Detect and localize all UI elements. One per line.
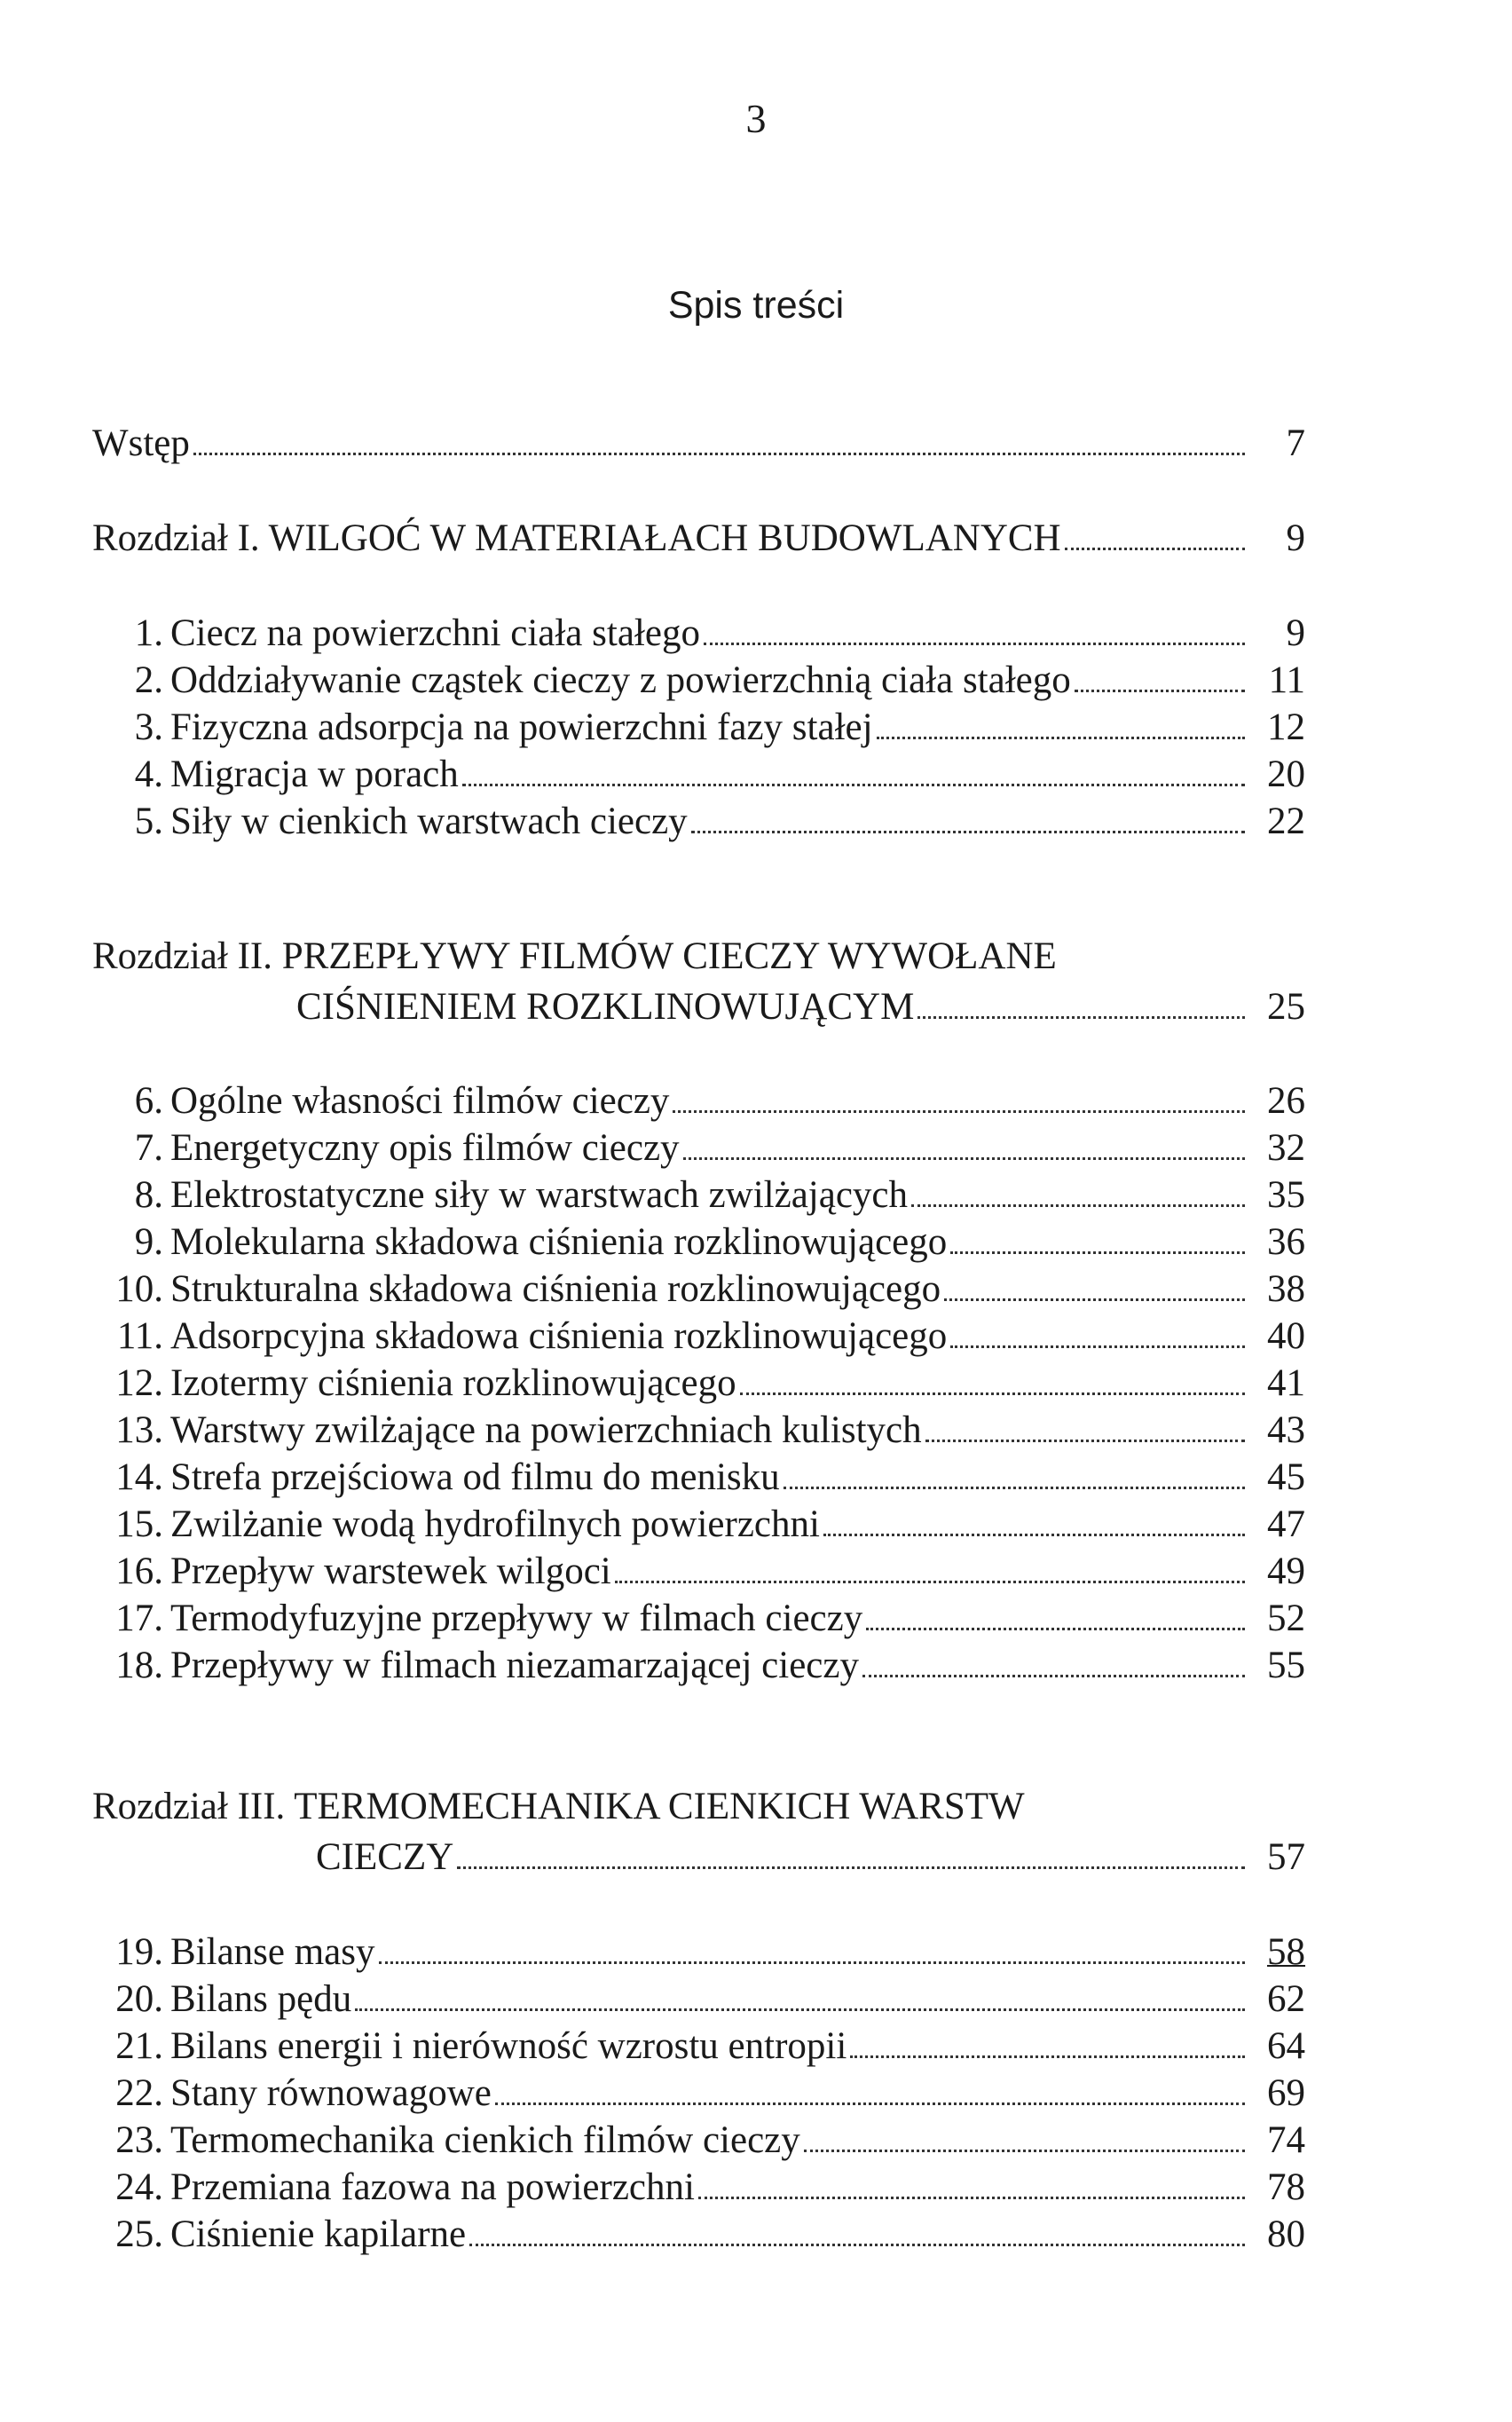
item-title: Stany równowagowe [170, 2072, 492, 2114]
chapter-page: 25 [1267, 986, 1305, 1028]
dot-leader [457, 1866, 1245, 1869]
item-page: 58 [1267, 1931, 1305, 1973]
dot-leader [1075, 690, 1245, 692]
item-title: Adsorpcyjna składowa ciśnienia rozklinowującego [170, 1315, 948, 1357]
dot-leader [469, 2244, 1245, 2246]
item-page: 74 [1267, 2119, 1305, 2161]
toc-item[interactable] [92, 2022, 1305, 2071]
toc-entry-page: 7 [1286, 422, 1305, 464]
toc-item[interactable] [92, 1928, 1305, 1977]
item-page: 40 [1267, 1315, 1305, 1357]
dot-leader [804, 2150, 1245, 2152]
dot-leader [784, 1487, 1245, 1489]
item-title: Przepływ warstewek wilgoci [170, 1550, 611, 1592]
dot-leader [950, 1251, 1245, 1254]
item-page: 22 [1267, 801, 1305, 842]
toc-item[interactable] [92, 2163, 1305, 2213]
item-page: 36 [1267, 1221, 1305, 1263]
item-title: Fizyczna adsorpcja na powierzchni fazy stałej [170, 706, 873, 748]
toc-item[interactable] [92, 1975, 1305, 2024]
item-page: 20 [1267, 753, 1305, 795]
item-number: 11. [116, 1315, 163, 1357]
toc-item[interactable] [92, 1077, 1305, 1126]
item-page: 32 [1267, 1127, 1305, 1169]
item-number: 13. [115, 1409, 163, 1451]
chapter-heading-1[interactable] [92, 514, 1305, 564]
dot-leader [950, 1345, 1245, 1348]
toc-item[interactable] [92, 2210, 1305, 2260]
dot-leader [495, 2102, 1245, 2105]
item-page: 43 [1267, 1409, 1305, 1451]
item-number: 12. [115, 1362, 163, 1404]
dot-leader [193, 453, 1245, 455]
toc-item[interactable] [92, 2116, 1305, 2166]
item-page: 49 [1267, 1550, 1305, 1592]
item-page: 80 [1267, 2213, 1305, 2255]
item-title: Molekularna składowa ciśnienia rozklinowującego [170, 1221, 948, 1263]
item-number: 22. [115, 2072, 163, 2114]
toc-item[interactable] [92, 797, 1305, 847]
dot-leader [877, 737, 1245, 739]
toc-entry-intro[interactable] [92, 419, 1305, 469]
dot-leader [683, 1157, 1245, 1160]
toc-item[interactable] [92, 1312, 1305, 1361]
item-page: 35 [1267, 1174, 1305, 1216]
item-page: 26 [1267, 1080, 1305, 1122]
item-title: Ciecz na powierzchni ciała stałego [170, 612, 700, 654]
item-number: 8. [134, 1174, 163, 1216]
item-title: Bilans energii i nierówność wzrostu entropii [170, 2025, 847, 2067]
item-number: 21. [115, 2025, 163, 2067]
item-number: 18. [115, 1645, 163, 1686]
toc-title: Spis treści [667, 284, 845, 327]
item-title: Ciśnienie kapilarne [170, 2213, 467, 2255]
item-number: 7. [134, 1127, 163, 1169]
item-page: 69 [1267, 2072, 1305, 2114]
item-title: Przepływy w filmach niezamarzającej cieczy [170, 1645, 859, 1686]
item-number: 23. [115, 2119, 163, 2161]
item-title: Energetyczny opis filmów cieczy [170, 1127, 680, 1169]
item-page: 52 [1267, 1598, 1305, 1639]
chapter-title-cont: CIŚNIENIEM ROZKLINOWUJĄCYM [296, 986, 915, 1028]
item-title: Ogólne własności filmów cieczy [170, 1080, 670, 1122]
item-title: Bilans pędu [170, 1978, 352, 2020]
toc-item[interactable] [92, 1124, 1305, 1173]
item-number: 19. [115, 1931, 163, 1973]
chapter-page: 9 [1286, 517, 1305, 559]
item-page: 38 [1267, 1268, 1305, 1310]
dot-leader [691, 831, 1245, 833]
chapter-title-cont: CIECZY [316, 1836, 454, 1878]
item-number: 5. [134, 801, 163, 842]
toc-item[interactable] [92, 1500, 1305, 1550]
dot-leader [925, 1440, 1245, 1442]
dot-leader [355, 2008, 1245, 2011]
item-title: Przemiana fazowa na powierzchni [170, 2166, 695, 2208]
toc-item[interactable] [92, 656, 1305, 706]
dot-leader [379, 1961, 1246, 1964]
item-number: 25. [115, 2213, 163, 2255]
chapter-heading-2-cont[interactable] [92, 982, 1305, 1032]
item-page: 47 [1267, 1503, 1305, 1545]
item-title: Migracja w porach [170, 753, 459, 795]
item-number: 10. [115, 1268, 163, 1310]
item-title: Warstwy zwilżające na powierzchniach kulistych [170, 1409, 922, 1451]
toc-item[interactable] [92, 1594, 1305, 1644]
item-title: Termomechanika cienkich filmów cieczy [170, 2119, 800, 2161]
dot-leader [917, 1016, 1245, 1019]
item-number: 20. [115, 1978, 163, 2020]
chapter-title: Rozdział III. TERMOMECHANIKA CIENKICH WARSTW [92, 1786, 1025, 1827]
item-page: 55 [1267, 1645, 1305, 1686]
toc-item[interactable] [92, 1453, 1305, 1503]
item-number: 1. [134, 612, 163, 654]
item-page: 11 [1268, 659, 1305, 701]
item-title: Termodyfuzyjne przepływy w filmach cieczy [170, 1598, 863, 1639]
dot-leader [698, 2197, 1245, 2199]
toc-item[interactable] [92, 703, 1305, 753]
item-number: 3. [134, 706, 163, 748]
item-page: 12 [1267, 706, 1305, 748]
toc-item[interactable] [92, 1265, 1305, 1314]
item-title: Siły w cienkich warstwach cieczy [170, 801, 688, 842]
toc-entry-title: Wstęp [92, 422, 190, 464]
item-number: 9. [134, 1221, 163, 1263]
toc-item[interactable] [92, 1218, 1305, 1267]
dot-leader [704, 643, 1245, 645]
dot-leader [862, 1675, 1245, 1677]
item-page: 9 [1286, 612, 1305, 654]
toc-item[interactable] [92, 1641, 1305, 1691]
item-number: 24. [115, 2166, 163, 2208]
item-title: Elektrostatyczne siły w warstwach zwilżających [170, 1174, 908, 1216]
chapter-title: Rozdział II. PRZEPŁYWY FILMÓW CIECZY WYWOŁANE [92, 935, 1057, 977]
toc-item[interactable] [92, 750, 1305, 800]
toc-item[interactable] [92, 1171, 1305, 1220]
dot-leader [944, 1298, 1245, 1301]
chapter-heading-3-cont[interactable] [92, 1833, 1305, 1882]
item-page: 62 [1267, 1978, 1305, 2020]
item-title: Strukturalna składowa ciśnienia rozklinowującego [170, 1268, 941, 1310]
dot-leader [866, 1628, 1245, 1630]
item-number: 4. [134, 753, 163, 795]
dot-leader [462, 784, 1245, 786]
chapter-title: Rozdział I. WILGOĆ W MATERIAŁACH BUDOWLANYCH [92, 517, 1061, 559]
item-number: 17. [115, 1598, 163, 1639]
dot-leader [740, 1392, 1245, 1395]
dot-leader [615, 1581, 1245, 1583]
dot-leader [823, 1534, 1245, 1536]
chapter-page: 57 [1267, 1836, 1305, 1878]
item-number: 14. [115, 1456, 163, 1498]
dot-leader [911, 1204, 1245, 1207]
item-title: Strefa przejściowa od filmu do menisku [170, 1456, 780, 1498]
item-page: 78 [1267, 2166, 1305, 2208]
item-title: Izotermy ciśnienia rozklinowującego [170, 1362, 736, 1404]
dot-leader [850, 2055, 1245, 2058]
dot-leader [673, 1110, 1245, 1113]
item-title: Bilanse masy [170, 1931, 375, 1973]
page-number: 3 [745, 96, 767, 141]
chapter-heading-3[interactable] [92, 1782, 1305, 1832]
item-title: Zwilżanie wodą hydrofilnych powierzchni [170, 1503, 820, 1545]
item-title: Oddziaływanie cząstek cieczy z powierzchnią ciała stałego [170, 659, 1071, 701]
item-number: 2. [134, 659, 163, 701]
toc-item[interactable] [92, 1406, 1305, 1456]
item-page: 45 [1267, 1456, 1305, 1498]
toc-item[interactable] [92, 2069, 1305, 2118]
item-number: 16. [115, 1550, 163, 1592]
chapter-heading-2[interactable] [92, 932, 1305, 982]
item-number: 15. [115, 1503, 163, 1545]
item-page: 41 [1267, 1362, 1305, 1404]
dot-leader [1065, 548, 1245, 550]
item-number: 6. [134, 1080, 163, 1122]
item-page: 64 [1267, 2025, 1305, 2067]
toc-item[interactable] [92, 609, 1305, 659]
toc-item[interactable] [92, 1359, 1305, 1408]
toc-item[interactable] [92, 1547, 1305, 1597]
